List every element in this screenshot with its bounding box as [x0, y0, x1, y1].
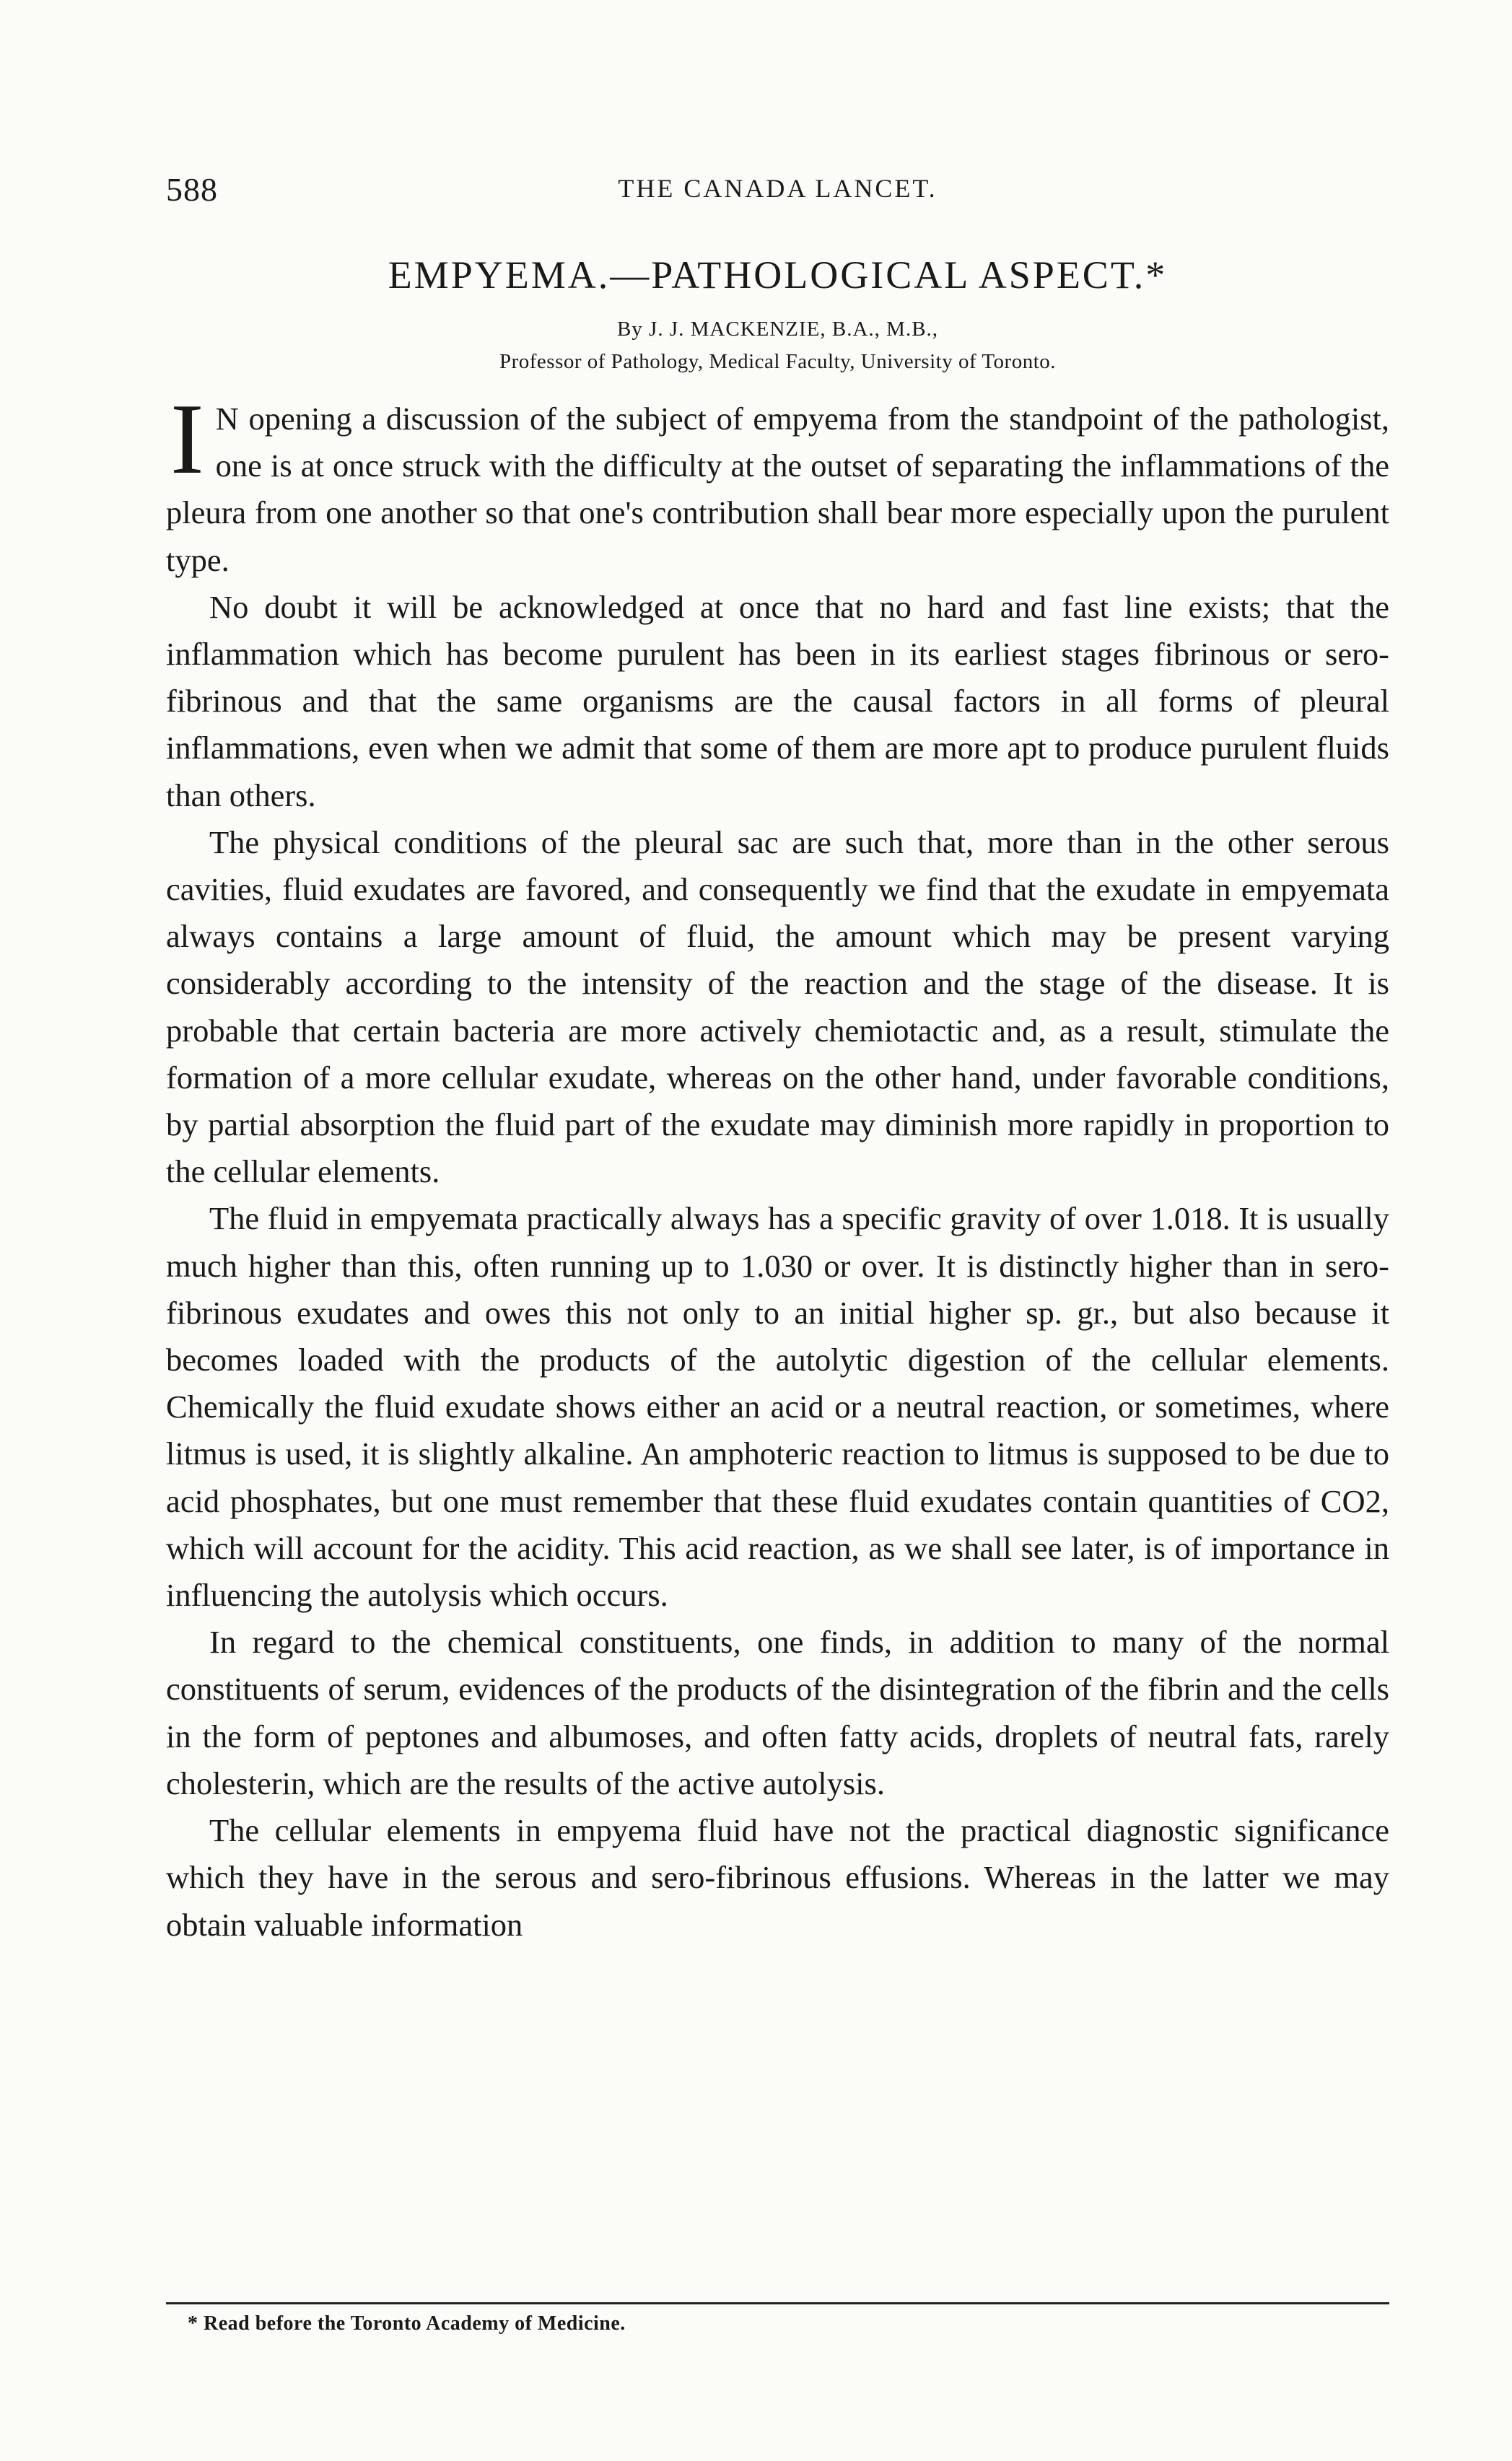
author-affiliation: Professor of Pathology, Medical Faculty, University of Toronto.: [499, 350, 1056, 373]
paragraph-5: In regard to the chemical constituents, one finds, in addition to many of the normal constituents of serum, evidences of the products of the disintegration of the fibrin and the cells in the form of peptones and albumoses, and often fatty acids, droplets of neutral fats, rarely cholesterin, which are the results of the active autolysis.: [166, 1624, 1389, 1801]
footnote: * Read before the Toronto Academy of Medicine.: [188, 2312, 626, 2335]
paragraph-6: The cellular elements in empyema fluid have not the practical diagnostic significance which they have in the serous and sero-fibrinous effusions. Whereas in the latter we may obtain valuable information: [166, 1812, 1389, 1943]
article-title: EMPYEMA.—PATHOLOGICAL ASPECT.*: [388, 253, 1168, 297]
article-body: [166, 383, 1389, 1949]
paragraph-2: No doubt it will be acknowledged at once that no hard and fast line exists; that the inflammation which has become purulent has been in its earliest stages fibrinous or sero-fibrinous and that the same organisms are the causal factors in all forms of pleural inflammations, even when we admit that some of them are more apt to produce purulent fluids than others.: [166, 588, 1389, 813]
paragraph-1-text: N opening a discussion of the subject of empyema from the standpoint of the pathologist, one is at once struck with the difficulty at the outset of separating the inflammations of the pleura from one another so that one's contribution shall bear more especially upon the purulent type.: [166, 401, 1389, 578]
paragraph-1: [166, 383, 1389, 584]
footnote-divider: [166, 2302, 1389, 2304]
journal-title: THE CANADA LANCET.: [618, 174, 938, 203]
page-number: 588: [166, 171, 218, 208]
drop-cap: I: [170, 383, 204, 495]
paragraph-4: The fluid in empyemata practically always has a specific gravity of over 1.018. It is usually much higher than this, often running up to 1.030 or over. It is distinctly higher than in sero-fibrinous exudates and owes this not only to an initial higher sp. gr., but also because it becomes loaded with the products of the autolytic digestion of the cellular elements. Chemically the fluid exudate shows either an acid or a neutral reaction, or sometimes, where litmus is used, it is slightly alkaline. An amphoteric reaction to litmus is supposed to be due to acid phosphates, but one must remember that these fluid exudates contain quantities of CO2, which will account for the acidity. This acid reaction, as we shall see later, is of importance in influencing the autolysis which occurs.: [166, 1200, 1389, 1614]
paragraph-3: The physical conditions of the pleural sac are such that, more than in the other serous cavities, fluid exudates are favored, and consequently we find that the exudate in empyemata always contains a large amount of fluid, the amount which may be present varying considerably according to the intensity of the reaction and the stage of the disease. It is probable that certain bacteria are more actively chemiotactic and, as a result, stimulate the formation of a more cellular exudate, whereas on the other hand, under favorable conditions, by partial absorption the fluid part of the exudate may diminish more rapidly in proportion to the cellular elements.: [166, 823, 1389, 1190]
author-byline: By J. J. MACKENZIE, B.A., M.B.,: [616, 318, 939, 341]
running-head: [166, 170, 1389, 214]
